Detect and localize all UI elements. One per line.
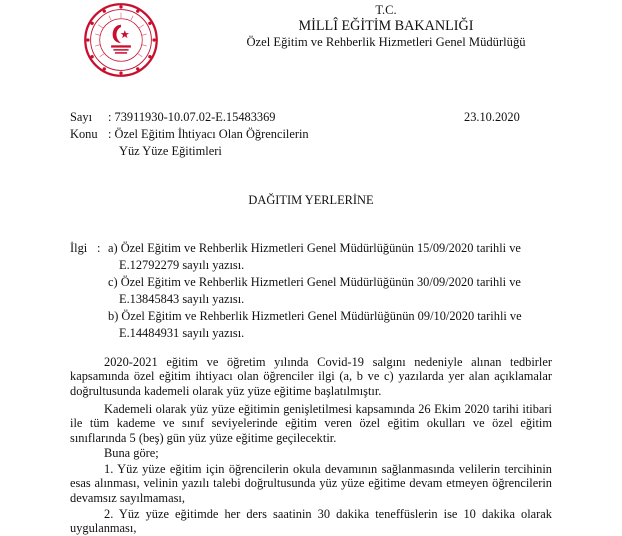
ilgi-item-1-line-1: a) Özel Eğitim ve Rehberlik Hizmetleri Genel Müdürlüğünün 15/09/2020 tarihli ve (108, 241, 521, 255)
ilgi-item-3-line-2: E.14484931 sayılı yazısı. (119, 326, 245, 340)
body-paragraph-2: Kademeli olarak yüz yüze eğitimin genişletilmesi kapsamında 26 Ekim 2020 tarihi itibari ile tüm kademe ve sınıf seviyelerinde eğitim veren özel eğitim okulları ve özel eğitim sınıflarında 5 (beş) gün yüz yüze eğitime geçilecektir. (70, 402, 552, 445)
ilgi-item-2-line-1: c) Özel Eğitim ve Rehberlik Hizmetleri Genel Müdürlüğünün 30/09/2020 tarihli ve (108, 275, 521, 289)
header-tc: T.C. (375, 3, 397, 17)
body-paragraph-3: Buna göre; (104, 446, 159, 460)
ilgi-item-2-line-2: E.13845843 sayılı yazısı. (119, 292, 245, 306)
ilgi-item-1-line-2: E.12792279 sayılı yazısı. (119, 258, 245, 272)
body-paragraph-1: 2020-2021 eğitim ve öğretim yılında Covid-19 salgını nedeniyle alınan tedbirler kapsamında özel eğitim ihtiyacı olan öğrenciler ilgi (a, b ve c) yazılarda yer alan açıklamalar doğrultusunda kademeli olarak yüz yüze eğitime başlatılmıştır. (70, 355, 552, 398)
body-paragraph-5: 2. Yüz yüze eğitimde her ders saatinin 30 dakika teneffüslerin ise 10 dakika olarak uygulanması, (70, 507, 552, 536)
header-directorate: Özel Eğitim ve Rehberlik Hizmetleri Genel Müdürlüğü (246, 35, 526, 49)
ministry-seal-logo (83, 2, 159, 78)
sayi-label: Sayı (70, 110, 93, 124)
konu-line-1: : Özel Eğitim İhtiyacı Olan Öğrencilerin (108, 127, 309, 141)
document-date: 23.10.2020 (464, 110, 520, 124)
body-paragraph-4: 1. Yüz yüze eğitim için öğrencilerin okula devamının sağlanmasında velilerin tercihinin esas alınması, velinin yazılı talebi doğrultusunda yüz yüze eğitime devam etmeyen öğrencilerin devamsız sayılmaması, (70, 462, 552, 505)
konu-line-2: Yüz Yüze Eğitimleri (119, 144, 222, 158)
ilgi-colon: : (97, 241, 101, 255)
document-title: DAĞITIM YERLERİNE (248, 193, 374, 207)
header-ministry: MİLLÎ EĞİTİM BAKANLIĞI (298, 18, 474, 34)
ilgi-item-3-line-1: b) Özel Eğitim ve Rehberlik Hizmetleri Genel Müdürlüğünün 09/10/2020 tarihli ve (108, 309, 522, 323)
ilgi-label: İlgi (70, 241, 88, 255)
sayi-value: : 73911930-10.07.02-E.15483369 (108, 110, 276, 124)
konu-label: Konu (70, 127, 98, 141)
